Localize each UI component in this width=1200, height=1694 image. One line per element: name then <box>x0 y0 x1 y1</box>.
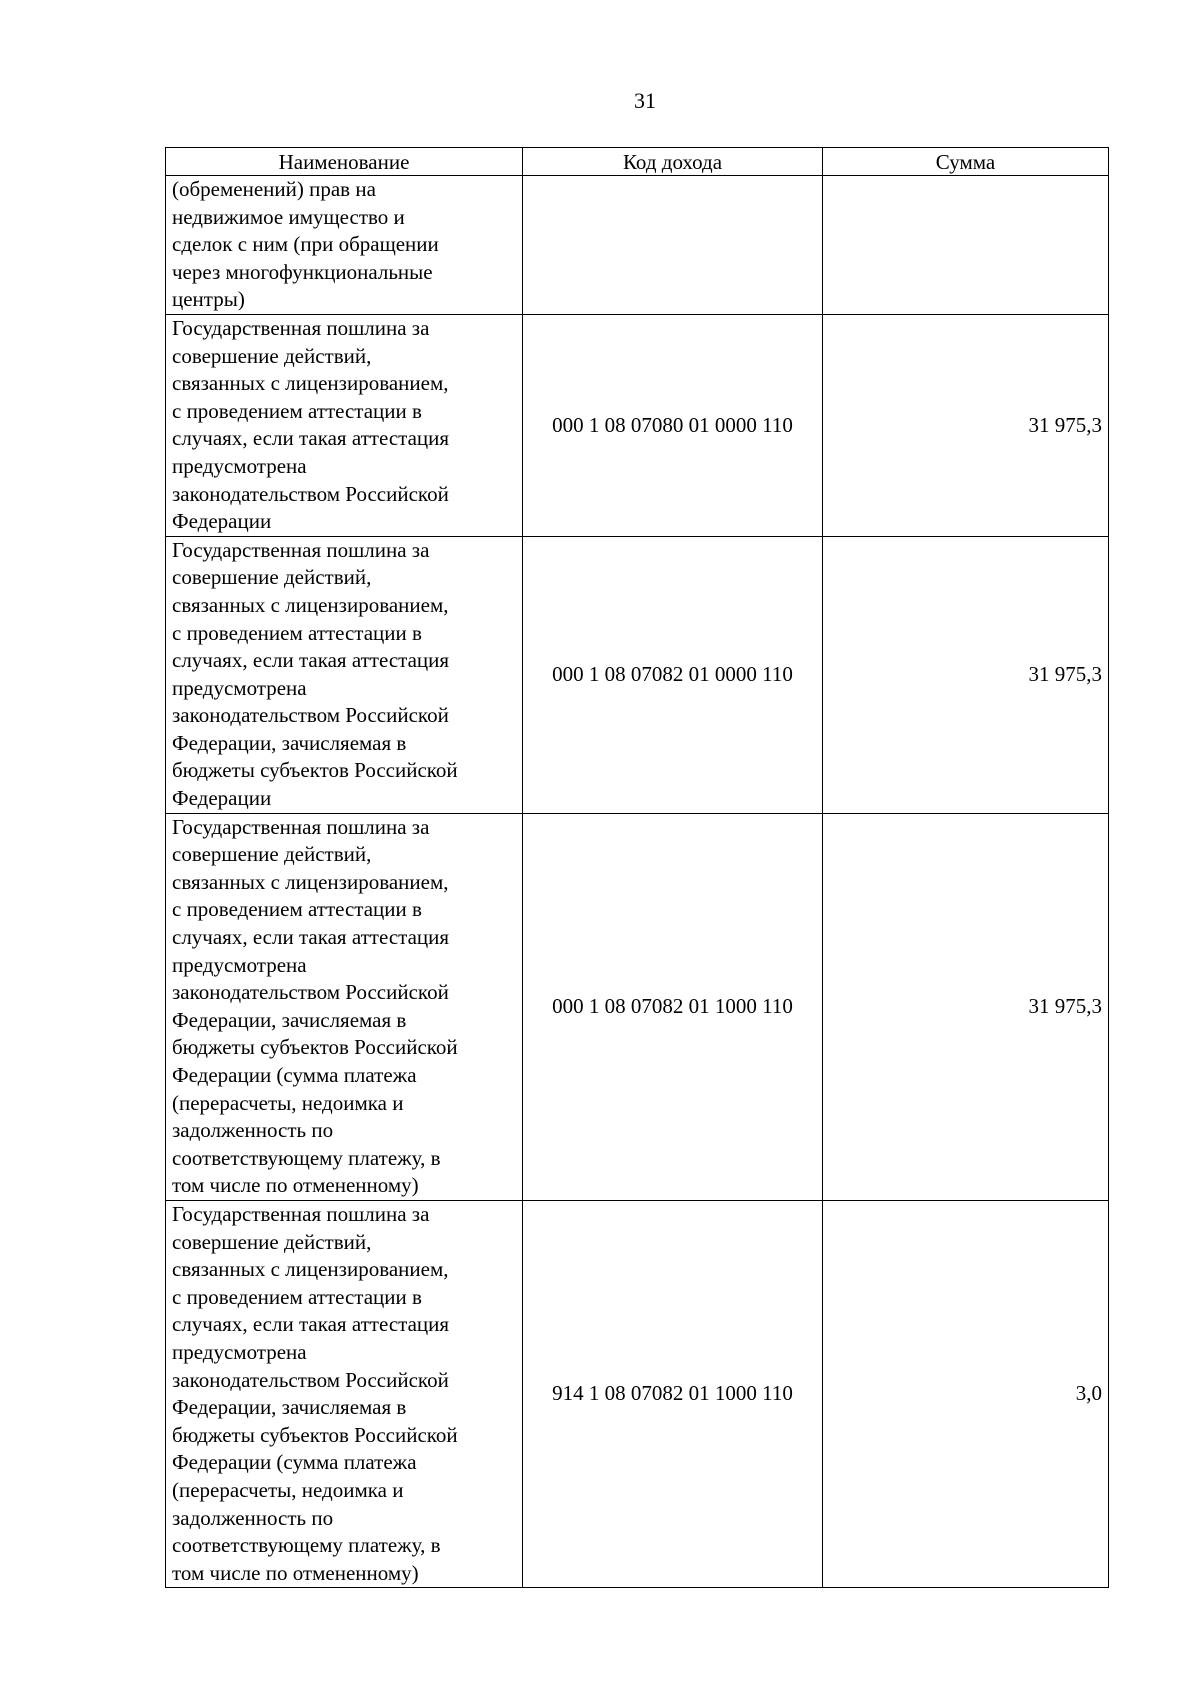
cell-name <box>166 176 523 315</box>
name-line: законодательством Российской <box>172 481 449 506</box>
name-line: совершение действий, <box>172 343 372 368</box>
cell-code: 000 1 08 07080 01 0000 110 <box>523 314 823 536</box>
header-sum: Сумма <box>823 148 1109 176</box>
table-row <box>166 314 1109 536</box>
name-line: том числе по отмененному) <box>172 1560 419 1585</box>
name-line: законодательством Российской <box>172 980 449 1005</box>
name-line: связанных с лицензированием, <box>172 592 449 617</box>
name-line: Государственная пошлина за <box>172 814 430 839</box>
cell-name <box>166 1200 523 1587</box>
name-line: предусмотрена <box>172 952 307 977</box>
name-line: связанных с лицензированием, <box>172 371 449 396</box>
name-line: законодательством Российской <box>172 1367 449 1392</box>
name-line: Федерации, зачисляемая в <box>172 1395 407 1420</box>
name-line: соответствующему платежу, в <box>172 1533 441 1558</box>
name-line: (перерасчеты, недоимка и <box>172 1090 404 1115</box>
name-line: Федерации (сумма платежа <box>172 1450 417 1475</box>
table-row <box>166 536 1109 813</box>
name-line: Государственная пошлина за <box>172 1201 430 1226</box>
name-line: совершение действий, <box>172 842 372 867</box>
cell-name <box>166 314 523 536</box>
header-row <box>166 148 1109 176</box>
name-line: Федерации <box>172 509 272 534</box>
name-line: задолженность по <box>172 1505 334 1530</box>
name-line: предусмотрена <box>172 1339 307 1364</box>
cell-code <box>523 176 823 315</box>
cell-sum: 3,0 <box>823 1200 1109 1587</box>
table-body <box>166 176 1109 1588</box>
table-row <box>166 176 1109 315</box>
name-line: Федерации, зачисляемая в <box>172 1007 407 1032</box>
name-line: совершение действий, <box>172 1229 372 1254</box>
name-line: случаях, если такая аттестация <box>172 1312 450 1337</box>
name-line: Федерации, зачисляемая в <box>172 730 407 755</box>
cell-code: 914 1 08 07082 01 1000 110 <box>523 1200 823 1587</box>
name-line: с проведением аттестации в <box>172 897 422 922</box>
name-line: связанных с лицензированием, <box>172 1257 449 1282</box>
name-line: законодательством Российской <box>172 703 449 728</box>
name-line: предусмотрена <box>172 675 307 700</box>
name-line: через многофункциональные <box>172 259 433 284</box>
name-line: бюджеты субъектов Российской <box>172 758 458 783</box>
name-line: Государственная пошлина за <box>172 537 430 562</box>
table-row <box>166 813 1109 1200</box>
name-line: совершение действий, <box>172 565 372 590</box>
name-line: сделок с ним (при обращении <box>172 232 439 257</box>
name-line: Государственная пошлина за <box>172 315 430 340</box>
revenue-table <box>165 147 1109 1588</box>
name-line: Федерации (сумма платежа <box>172 1063 417 1087</box>
name-line: случаях, если такая аттестация <box>172 925 450 950</box>
name-line: недвижимое имущество и <box>172 204 405 229</box>
cell-sum: 31 975,3 <box>823 314 1109 536</box>
name-line: случаях, если такая аттестация <box>172 426 450 451</box>
header-code: Код дохода <box>523 148 823 176</box>
table-header <box>166 148 1109 176</box>
name-line: с проведением аттестации в <box>172 1284 422 1309</box>
cell-name <box>166 536 523 813</box>
cell-code: 000 1 08 07082 01 0000 110 <box>523 536 823 813</box>
cell-sum: 31 975,3 <box>823 536 1109 813</box>
name-line: том числе по отмененному) <box>172 1173 419 1198</box>
name-line: с проведением аттестации в <box>172 398 422 423</box>
table-row <box>166 1200 1109 1587</box>
name-line: связанных с лицензированием, <box>172 869 449 894</box>
name-line: случаях, если такая аттестация <box>172 648 450 673</box>
name-line: соответствующему платежу, в <box>172 1145 441 1170</box>
name-line: с проведением аттестации в <box>172 620 422 645</box>
header-name: Наименование <box>166 148 523 176</box>
cell-sum <box>823 176 1109 315</box>
name-line: предусмотрена <box>172 453 307 478</box>
name-line: центры) <box>172 287 245 312</box>
name-line: Федерации <box>172 786 272 811</box>
name-line: бюджеты субъектов Российской <box>172 1422 458 1447</box>
cell-code: 000 1 08 07082 01 1000 110 <box>523 813 823 1200</box>
name-line: бюджеты субъектов Российской <box>172 1035 458 1060</box>
name-line: задолженность по <box>172 1118 334 1143</box>
page-number: 31 <box>634 88 656 113</box>
cell-name <box>166 813 523 1200</box>
name-line: (обременений) прав на <box>172 177 376 201</box>
cell-sum: 31 975,3 <box>823 813 1109 1200</box>
name-line: (перерасчеты, недоимка и <box>172 1477 404 1502</box>
